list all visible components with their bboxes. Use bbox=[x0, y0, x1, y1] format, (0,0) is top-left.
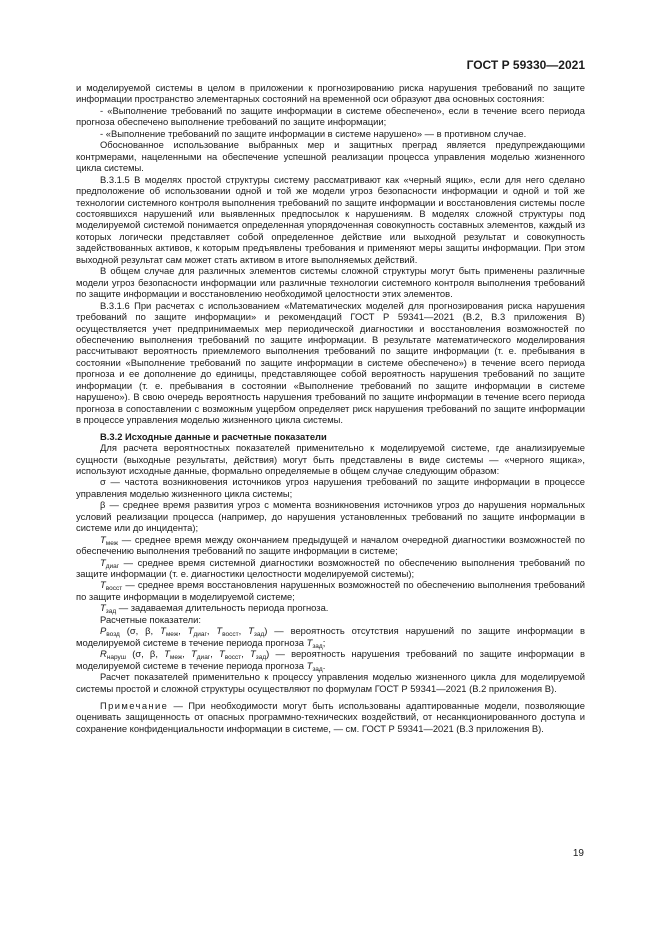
formula-r-narush: $R_{наруш}$ (σ, β, $T_{меж}$, $T_{диаг}$, $T_{восст}$, $T_{зад}$) — вероятность нарушения требований по защите информации в моделируемой системе в течение периода прогноза $T_{зад}$. bbox=[76, 648, 585, 673]
page-number: 19 bbox=[572, 848, 584, 859]
definition-t-mezh: $T_{меж}$ — среднее время между окончанием предыдущей и началом очередной диагностики возможностей по обеспечению выполнения требований по защите информации в системе; bbox=[76, 533, 585, 557]
list-item: - «Выполнение требований по защите информации в системе нарушено» — в противном случае. bbox=[100, 127, 527, 139]
paragraph: В.3.1.6 При расчетах с использованием «Математических моделей для прогнозирования риска нарушения требований по защите информации» и рекомендаций ГОСТ Р 59341—2021 (В.2, В.3 приложения В) осуществляется учет предпринимаемых мер периодической диагностики и восстановления возможностей по обеспечению выполнения требований по защите информации. В результате математического моделирования рассчитывают вероятность приемлемого выполнения требований по защите информации (т. е. пребывания в состоянии «Выполнение требований по защите информации в системе обеспечено») в течение всего периода прогноза и ее дополнение до единицы, представляющее собой вероятность нарушения требований по защите информации (т. е. пребывания в состоянии «Выполнение требований по защите информации в системе нарушено»). В свою очередь вероятность нарушения требований по защите информации в течение всего периода прогноза в сопоставлении с возможным ущербом определяет риск нарушения требований по защите информации в процессе управления моделью жизненного цикла системы. bbox=[76, 299, 585, 426]
standard-code: ГОСТ Р 59330—2021 bbox=[466, 58, 585, 72]
definition-t-vosst: $T_{восст}$ — среднее время восстановления нарушенных возможностей по обеспечению выполнения требований по защите информации в моделируемой системе; bbox=[76, 579, 585, 602]
paragraph: В общем случае для различных элементов системы сложной структуры могут быть применены различные модели угроз безопасности информации или различные технологии системного контроля выполнения требований по защите информации и восстановлению необходимой целостности этих элементов. bbox=[76, 265, 585, 300]
note bbox=[76, 700, 585, 734]
note-label: Примечание bbox=[100, 700, 169, 712]
paragraph: Для расчета вероятностных показателей применительно к моделируемой системе, где анализируемые сущности (выходные результаты, действия) могут быть представлены в виде системы — «черного ящика», используют исходные данные, формально определяемые в общем случае следующим образом: bbox=[76, 442, 585, 476]
section-heading: В.3.2 Исходные данные и расчетные показатели bbox=[100, 430, 327, 442]
calc-label: Расчетные показатели: bbox=[100, 613, 201, 625]
definition-sigma: σ — частота возникновения источников угроз нарушения требований по защите информации в процессе управления моделью жизненного цикла системы; bbox=[76, 476, 585, 499]
paragraph: Расчет показателей применительно к процессу управления моделью жизненного цикла для моделируемой системы простой и сложной структуры осуществляют по формулам ГОСТ Р 59341—2021 (В.2 приложения В). bbox=[76, 671, 585, 694]
list-item: - «Выполнение требований по защите информации в системе обеспечено», если в течение всего периода прогноза обеспечено выполнение требований по защите информации; bbox=[76, 104, 585, 128]
definition-t-zad: $T_{зад}$ — задаваемая длительность периода прогноза. bbox=[100, 602, 329, 616]
note-text: — При необходимости могут быть использованы адаптированные модели, позволяющие оценивать защищенность от опасных программно-технических воздействий, от несанкционированного доступа и сохранение конфиденциальности информации в системе, — см. ГОСТ Р 59341—2021 (В.3 приложения В). bbox=[76, 700, 585, 734]
formula-p-vozd: $P_{возд}$ (σ, β, $T_{меж}$, $T_{диаг}$, $T_{восст}$, $T_{зад}$) — вероятность отсутствия нарушений по защите информации в моделируемой системе в течение периода прогноза $T_{зад}$; bbox=[76, 625, 586, 650]
paragraph: В.3.1.5 В моделях простой структуры систему рассматривают как «черный ящик», если для него сделано предположение об использовании одной и той же модели угроз безопасности информации и одной и той же технологии системного контроля выполнения требований по защите информации и восстановления системы после состоявшихся нарушений или выявленных предпосылок к нарушениям. В моделях сложной структуры под моделируемой системой понимается определенная упорядоченная совокупность составных элементов, каждый из которых логически представляет собой определенное действие или выходной результат и совокупность задействованных активов, к которым предъявлены требования и применяют меры защиты информации. При этом выходной результат сам может стать активом в итоге выполняемых действий. bbox=[76, 173, 585, 265]
paragraph: Обоснованное использование выбранных мер и защитных преград является предупреждающими контрмерами, нацеленными на обеспечение успешной реализации процесса управления моделью жизненного цикла системы. bbox=[76, 139, 585, 174]
definition-t-diag: $T_{диаг}$ — среднее время системной диагностики возможностей по обеспечению выполнения требований по защите информации (т. е. диагностики целостности моделируемой системы); bbox=[76, 556, 585, 580]
paragraph: и моделируемой системы в целом в приложении к прогнозированию риска нарушения требований по защите информации пространство элементарных состояний на временной оси образуют два основных состояния: bbox=[76, 82, 585, 105]
definition-beta: β — среднее время развития угроз с момента возникновения источников угроз до нарушения нормальных условий реализации процесса (например, до нарушения установленных требований по защите информации в системе или до инцидента); bbox=[76, 499, 585, 534]
page-body bbox=[76, 82, 585, 734]
